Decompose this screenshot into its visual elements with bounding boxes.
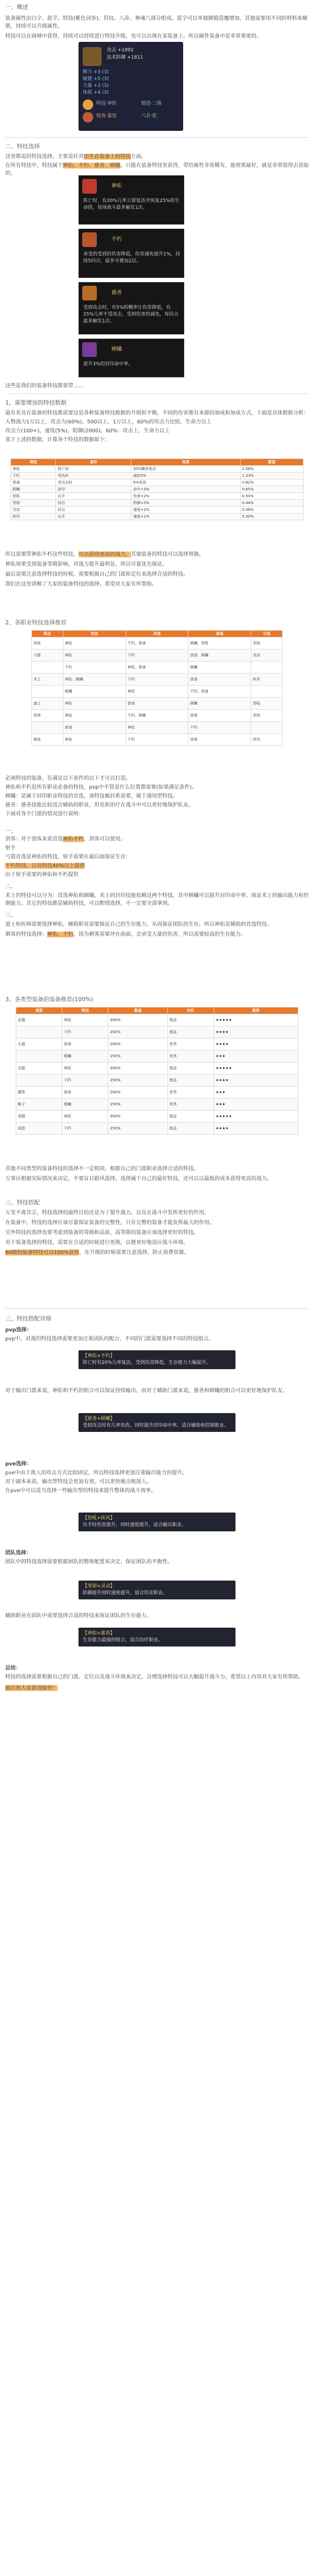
stat-row-physique: 体质 +4 (3) — [83, 90, 109, 95]
table-cell: 150% — [108, 1099, 167, 1111]
table-cell: ★★★ — [214, 1050, 298, 1062]
table-row — [11, 486, 304, 493]
table-row — [16, 1026, 298, 1038]
section6-para-3: 弓箭首选是神佑的特技，射手需要在最后面保证生存： — [5, 854, 131, 860]
table-cell: 神佑 — [126, 722, 188, 734]
table-cell: 神佑 — [62, 1062, 108, 1074]
table-cell: 速度+2% — [131, 507, 240, 513]
table-cell — [16, 1074, 62, 1087]
table-cell: 不朽 — [126, 734, 188, 746]
table-cell: ★★★★ — [214, 1038, 298, 1050]
table-cell: ★★★★★ — [214, 1062, 298, 1074]
table-cell — [251, 662, 283, 674]
table-cell: 回合 — [56, 507, 131, 513]
section3-heading: 1、需要增加的特技数据 — [5, 399, 66, 406]
section6-para-10: 刺客的特技选择：神佑，不朽，因为刺客需要冲在前面，会承受大量的伤害，所以需要较高的生存能力。 — [5, 932, 246, 937]
skill-name: 神佑 — [111, 183, 122, 189]
section9-heading: 三、特技搭配详细 — [5, 1315, 51, 1322]
table-cell: 极品 — [167, 1014, 214, 1026]
section3-para-3: 攻击力(100+)，速度(5%)，防御(2000)，60%：攻击上，生命力以上 — [5, 428, 170, 434]
section4-para-2: 神佑效果受到装备等级影响，对战力提升最明显，所以尽量优先保证。 — [5, 562, 167, 567]
table-cell: 250% — [108, 1026, 167, 1038]
table-cell: 1.33% — [240, 473, 303, 479]
quote-title: 【慈善+顾曦】 — [83, 1416, 115, 1421]
table-cell: 衣服 — [16, 1062, 62, 1074]
table-cell: 0.82% — [240, 479, 303, 486]
section2-footer-note: 这些是我们的装备特技都要带…… — [5, 383, 84, 389]
table-row — [16, 1062, 298, 1074]
table-cell: 坚韧 — [251, 710, 283, 722]
table-cell: 弓箭 — [32, 649, 63, 662]
table-cell: ★★★★★ — [214, 1111, 298, 1123]
quote-text: 防御提升同时速度提升，适合坦克职业。 — [83, 1591, 168, 1596]
skill-desc: 承受的受到的伤害降低，伤害减免提升1%，持续5回合，最多可叠加2层。 — [83, 252, 181, 264]
table-cell: 不朽 — [126, 674, 188, 686]
quote-title: 【神佑+慈善】 — [83, 1631, 115, 1636]
class-notes-section — [0, 775, 314, 818]
pve-text-2: 对于副本来说，输出型特技会更加有效，可以更快地击败敌人。 — [5, 1479, 152, 1485]
table-cell: 极品 — [167, 1062, 214, 1074]
table-cell — [251, 722, 283, 734]
table-cell: 不朽 — [188, 722, 251, 734]
table-cell: 慈善 — [63, 722, 126, 734]
table-cell: 戒指 — [16, 1123, 62, 1135]
table-cell: 不朽 — [63, 662, 126, 674]
table-cell: 鞋子 — [16, 1099, 62, 1111]
table-cell: 阵亡时 — [56, 466, 131, 473]
table-cell: 0.65% — [240, 486, 303, 493]
quote-title: 【神佑+不朽】 — [83, 1353, 115, 1359]
table-cell: ★★★★ — [214, 1026, 298, 1038]
section-divider — [5, 137, 309, 138]
table-cell: 优秀 — [167, 1099, 214, 1111]
table-cell: 不朽 — [62, 1026, 108, 1038]
quote-title: 【怒吼+疾风】 — [83, 1516, 115, 1521]
section6-para-2: 射手 — [5, 845, 16, 851]
skill-card-shenyou — [78, 175, 184, 225]
table-header: 推荐 — [214, 1007, 298, 1014]
class-detail-section — [0, 827, 314, 938]
table-cell: 神佑 — [63, 710, 126, 722]
table-header: 特技 — [62, 1007, 108, 1014]
section5-para-1: 必须特技的装备，有满足以下条件的以下才可以打造。 — [5, 776, 131, 781]
section5-para-2: 神佑和不朽是所有职业必备的特技，pvp中不管是什么位置都需要(如果满足条件)。 — [5, 785, 197, 790]
table-row — [32, 734, 283, 746]
table-header: 首选 — [63, 631, 126, 637]
section2-para-1: 这里都说的特技选择，主要是针对出生在装备上的特技方面。 — [5, 154, 147, 160]
section2-heading: 二、特技选择 — [5, 143, 40, 150]
table-cell — [32, 662, 63, 674]
trait-summary-section — [0, 551, 314, 588]
stat-row-attack: 攻击 +1892 — [107, 48, 134, 53]
table-cell: 慈善 — [11, 479, 56, 486]
table-cell: 300% — [108, 1062, 167, 1074]
table-cell — [251, 686, 283, 698]
table-row — [32, 722, 283, 734]
section5-para-3: 顾曦：是属于封印职业特技的首选，该特技被封系需要，属于通用型特技。 — [5, 793, 178, 799]
table-cell: 医师 — [32, 710, 63, 722]
table-row — [32, 686, 283, 698]
table-header: 职业 — [32, 631, 63, 637]
section8-para-5: 60级的装备特技可以100%获得，在升级的时候需要注意选择，防止浪费资源。 — [5, 1250, 189, 1256]
table-cell: 不朽、慈善 — [126, 637, 188, 649]
table-row — [32, 637, 283, 649]
table-header: 备选 — [188, 631, 251, 637]
skill-label-3: 锻造·二级 — [141, 101, 162, 106]
skill-label-2: 特效·暴怒 — [96, 114, 117, 119]
table-cell: 剑客 — [32, 637, 63, 649]
table-cell: 命中+3% — [131, 486, 240, 493]
table-cell: 受攻击时 — [56, 479, 131, 486]
pve-section — [0, 1460, 314, 1495]
section8-para-4: 对于装备选择的特技，需要在合适的时候进行更换，以便更好地适应战斗环境。 — [5, 1240, 188, 1246]
table-cell: 250% — [108, 1074, 167, 1087]
stat-row-strength: 力量 +3 (3) — [83, 83, 109, 88]
table-cell: 神佑 — [63, 637, 126, 649]
table-cell: 防御+3% — [131, 500, 240, 507]
section6-para-9: 道士和医师需要选择神佑，辅助职业需要保证自己的生存能力，从而保证团队的生存，所以神佑是辅助的首选特技。 — [5, 922, 272, 927]
table-cell: 0.38% — [240, 507, 303, 513]
table-cell: 封印 — [56, 486, 131, 493]
stat-row-mdef: 法术防御 +1811 — [107, 55, 143, 60]
section8-heading: 三、特技搭配 — [5, 1199, 40, 1206]
table-cell: 怒吼 — [11, 493, 56, 500]
table-cell: 慈善 — [188, 734, 251, 746]
table-row — [16, 1050, 298, 1062]
section4-para-4: 我们在这里讲解了大家的装备特技的选择，希望对大家有所帮助。 — [5, 581, 157, 587]
table-cell: 腰带 — [16, 1087, 62, 1099]
table-cell: 顾曦 — [63, 686, 126, 698]
table-cell: 顾曦 — [188, 662, 251, 674]
table-cell: 灵动 — [11, 507, 56, 513]
table-row — [16, 1099, 298, 1111]
table-row — [11, 513, 304, 520]
summary-heading: 总结： — [5, 1665, 21, 1671]
table-row — [16, 1111, 298, 1123]
table-cell: 术士 — [32, 674, 63, 686]
section2-para-2: 在所有特技中，特技属于神佑、不朽、慈善、顾曦。只能在装备特技里获得，带给属性非常稀有，能效果最好，就是非常值得去获取的。 — [5, 163, 309, 176]
section7-para-1: 其他不同类型的装备特技的选择不一定相同，根据自己的门派职业选择合适的特技。 — [5, 1166, 199, 1172]
intro-heading: 一、概述 — [5, 4, 28, 10]
table-cell: 伤害+2% — [131, 493, 240, 500]
skill-label-4: 八卦·乾 — [141, 114, 157, 119]
stat-row-spirit: 精力 +3 (3) — [83, 70, 109, 75]
table-header: 可选 — [251, 631, 283, 637]
skill-card-guxi — [78, 339, 184, 377]
pvp-text: pvp中，对战的特技选择需要更加注重团队的配合，不同的门派需要选择不同的特技组合。 — [5, 1336, 214, 1342]
pve-text: pve中由于敌人的攻击方式比较固定，所以特技选择更加注重输出能力的提升。 — [5, 1470, 188, 1476]
section6-para-1: 剑客：对于剑客来说首选神佑不朽，剑客可以使用。 — [5, 836, 126, 842]
table-cell: 2.08% — [240, 466, 303, 473]
table-cell — [32, 722, 63, 734]
table-cell: 不朽 — [11, 473, 56, 479]
section6-para-7: 术士的特技可以分为：首选神佑和顾曦，术士的封印技能依赖这两个特技，其中顾曦可以提升封印命中率，保证术士的输出能力和控制能力。其它的特技都是辅助特技，可以酌情选择，不一定要全部拿到。 — [5, 893, 309, 906]
section5-para-5: 下面对各个门派的情况进行说明： — [5, 811, 84, 817]
table-cell: ★★★ — [214, 1099, 298, 1111]
table-cell: 不朽、慈善 — [188, 686, 251, 698]
section6-para-6: 二、 — [5, 884, 16, 890]
section3-para-2: 人物战力1万以上，攻击力(60%)，500以上，1万以上，60%的攻击力比较，生命力以上 — [5, 419, 212, 425]
table-header: 特技 — [11, 459, 56, 466]
equipment-stat-card — [78, 42, 183, 131]
table-cell: 顾曦 — [62, 1050, 108, 1062]
trait-combo-section — [0, 1199, 314, 1257]
cishan-icon — [82, 286, 97, 300]
shenyou-icon — [82, 179, 97, 194]
table-cell: 神佑 — [62, 1111, 108, 1123]
table-row — [11, 507, 304, 513]
section4-para-1: 所以需要带神佑不朽这些特技，可以获得更高的战力，其他装备的特技可以选择替换。 — [5, 552, 204, 557]
table-cell: 不朽 — [62, 1123, 108, 1135]
table-cell: 顾曦 — [188, 698, 251, 710]
table-cell: 速度+1% — [131, 513, 240, 520]
table-cell: 武器 — [16, 1014, 62, 1026]
table-cell: 慈善 — [188, 674, 251, 686]
table-cell: 灵动 — [251, 649, 283, 662]
table-cell: 300% — [108, 1111, 167, 1123]
table-cell — [16, 1050, 62, 1062]
table-header: 数值 — [108, 1007, 167, 1014]
skill-card-buxiu — [78, 229, 184, 278]
table-cell: 0.30% — [240, 513, 303, 520]
table-cell: 优秀 — [167, 1038, 214, 1050]
quote-text: 阵亡时有20%几率复活，受到伤害降低，生存能力大幅提升。 — [83, 1360, 211, 1365]
table-cell: 神佑、慈善 — [126, 662, 188, 674]
guxi-icon — [82, 342, 97, 357]
table-cell: 慈善 — [62, 1038, 108, 1050]
pvp-text-2: 对于输出门派来说，神佑和不朽的组合可以保证持续输出，而对于辅助门派来说，慈善和顾曦的组合可以更好地保护队友。 — [5, 1388, 288, 1394]
combo-quote-1 — [78, 1350, 236, 1369]
table-cell: 神佑 — [11, 466, 56, 473]
equipment-icon — [83, 47, 102, 66]
section7-para-2: 万事应根据实际情况来决定，不要盲目跟风选择，选择属于自己的最好特技，还可以以最低的成本获得更高的战力。 — [5, 1176, 272, 1182]
table-cell: 极品 — [167, 1074, 214, 1087]
table-cell: 回合 — [56, 500, 131, 507]
table-cell: 疾风 — [11, 513, 56, 520]
table-cell: 坚韧 — [251, 637, 283, 649]
section4-para-3: 最后需要注意选择特技的时候，需要根据自己的门派和定位来选择合适的特技。 — [5, 572, 188, 577]
table-cell: 不朽 — [126, 649, 188, 662]
skill-name: 不朽 — [111, 237, 122, 242]
intro-section — [0, 3, 314, 40]
skill-desc: 提升3%的封印命中率。 — [83, 362, 133, 367]
buxiu-icon — [82, 232, 97, 247]
table-header: 次选 — [126, 631, 188, 637]
table-row — [11, 493, 304, 500]
table-cell: 优秀 — [167, 1087, 214, 1099]
table-row — [11, 500, 304, 507]
team-section — [0, 1549, 314, 1566]
table-cell: 头盔 — [16, 1038, 62, 1050]
table-cell: 300% — [108, 1014, 167, 1026]
table-header: 效果 — [131, 459, 240, 466]
table-cell: ★★★★★ — [214, 1014, 298, 1026]
skill-desc: 受到攻击时，有5%的概率让伤害降低，有25%几率不受攻击，受到伤害的减免，每回合最多触发1次。 — [83, 305, 179, 324]
summary-text: 特技的选择需要根据自己的门派、定位以及战斗环境来决定，合理选择特技可以大幅提升战斗力。希望以上内容对大家有所帮助。 — [5, 1674, 304, 1680]
table-cell: 不朽 — [62, 1074, 108, 1087]
table-cell: 疾风 — [251, 674, 283, 686]
table-row — [11, 466, 304, 473]
table-cell: 神佑 — [63, 698, 126, 710]
table-cell: 慈善 — [126, 698, 188, 710]
quote-text: 受到攻击时有几率免伤，同时提升封印命中率，适合辅助和控制职业。 — [83, 1423, 229, 1428]
table-row — [32, 674, 283, 686]
final-note: 最后祝大家游戏愉快！ — [5, 1685, 58, 1691]
table-cell: 神佑 — [63, 734, 126, 746]
quote-text: 出手时伤害提升，同时速度提升，适合输出职业。 — [83, 1522, 187, 1528]
table-cell: 减伤5% — [131, 473, 240, 479]
table-cell: 0.50% — [240, 493, 303, 500]
table-cell: 项链 — [16, 1111, 62, 1123]
table-header: 数值 — [240, 459, 303, 466]
team-heading: 团队选择： — [5, 1550, 31, 1556]
section6-para-8: 三、 — [5, 913, 16, 919]
section8-para-3: 另外特技的选择也要考虑到装备的等级和品质，高等级的装备应该选择更好的特技。 — [5, 1230, 199, 1236]
table-cell: 怒吼 — [251, 698, 283, 710]
equipment-type-table — [16, 1007, 298, 1135]
table-cell: 极品 — [167, 1026, 214, 1038]
table-cell: 道士 — [32, 698, 63, 710]
table-cell: 受伤时 — [56, 473, 131, 479]
table-cell: ★★★ — [214, 1087, 298, 1099]
class-recommend-table — [31, 630, 283, 746]
table-row — [16, 1087, 298, 1099]
table-row — [32, 649, 283, 662]
team-text-2: 辅助职业在团队中需要选择合适的特技来保证团队的生存能力。 — [5, 1613, 152, 1619]
summary-section — [0, 1664, 314, 1692]
table-cell: ★★★★ — [214, 1074, 298, 1087]
combo-quote-5 — [78, 1628, 236, 1647]
table-cell — [32, 686, 63, 698]
table-cell: 150% — [108, 1050, 167, 1062]
pve-text-3: 在pve中可以适当选择一些输出型的特技来提升整体的战斗效率。 — [5, 1488, 156, 1494]
trait-combo-detail-section — [0, 1315, 314, 1343]
table-header: 条件 — [56, 459, 131, 466]
table-cell: 0.44% — [240, 500, 303, 507]
skill-card-cishan — [78, 282, 184, 334]
team-text: 团队中的特技选择需要根据团队的整体配置来决定，保证团队的平衡性。 — [5, 1559, 173, 1565]
table-cell: 慈善、顾曦 — [188, 649, 251, 662]
intro-para-2: 特技可以在商城中获得，持续可以持续进行特技升级，也可以出现在某装备上。所以属性装备中是非常重要的。 — [5, 33, 262, 39]
table-cell: 神佑 — [62, 1014, 108, 1026]
table-cell: 不朽、顾曦 — [126, 710, 188, 722]
section8-para-1: 万变不离其宗，特技选择的最终目的还是为了提升战力，以及在战斗中发挥更好的作用。 — [5, 1210, 209, 1216]
table-cell: ★★★★ — [214, 1123, 298, 1135]
section5-para-4: 慈善：慈善技能比较适合辅助的职业，坦克和治疗在战斗中可以更好地保护队友。 — [5, 802, 194, 808]
section3-para-1: 最有名及在装备的特技都需要这是各种装备特技数据的升级和平衡，不同的伤害都有来源的加成和加成方式，下面是具体数据分析： — [5, 410, 309, 416]
table-cell: 200% — [108, 1038, 167, 1050]
trait-value-table — [10, 458, 304, 520]
table-cell — [16, 1026, 62, 1038]
table-row — [16, 1038, 298, 1050]
section7-heading: 3、各类型装备的装备推荐(100%) — [5, 996, 94, 1003]
pve-heading: pve选择： — [5, 1461, 32, 1467]
skill-name: 顾曦 — [111, 346, 122, 352]
table-row — [32, 662, 283, 674]
table-cell: 5%免伤 — [131, 479, 240, 486]
table-row — [16, 1074, 298, 1087]
quote-title: 【坚韧+灵动】 — [83, 1584, 115, 1589]
table-cell: 出手 — [56, 513, 131, 520]
table-cell: 坚韧 — [11, 500, 56, 507]
trait-selection-section — [0, 142, 314, 177]
table-cell: 极品 — [167, 1111, 214, 1123]
combo-quote-3 — [78, 1513, 236, 1531]
table-cell: 神佑、顾曦 — [63, 674, 126, 686]
section8-para-2: 在装备中，特技的选择应该尽量保证装备的完整性，只有完整的装备才能发挥最大的作用。 — [5, 1220, 215, 1226]
combo-quote-2 — [78, 1413, 236, 1432]
table-cell: 疾风 — [251, 734, 283, 746]
trait-badge-icon — [83, 99, 93, 110]
section6-para-5: 由于射手需要的神佑和不朽提供 — [5, 872, 78, 878]
pvp-heading: pvp选择： — [5, 1327, 32, 1333]
section3-para-4: 基于上述的数据，计算各个特技的数据如下： — [5, 437, 110, 443]
table-cell: 极品 — [167, 1123, 214, 1135]
section5-heading: 2、各职业特技选择推荐 — [5, 619, 66, 626]
table-row — [11, 473, 304, 479]
intro-para-1: 装备属性由白字、蓝字、特技(紫色词条)、符纹、八卦、神魂八部分组成，蓝字可以单独额锻造覆增加，其他需要用不同的材料来解锁，持续可以升级属性。 — [5, 16, 308, 29]
table-header: 评价 — [167, 1007, 214, 1014]
table-cell: 神佑 — [63, 649, 126, 662]
equipment-type-notes — [0, 1165, 314, 1183]
quote-text: 生存能力最强的组合，适合治疗职业。 — [83, 1638, 163, 1643]
table-row — [11, 479, 304, 486]
table-cell: 顾曦、怒吼 — [188, 637, 251, 649]
section6-heading: 一、 — [5, 827, 17, 834]
table-cell: 神佑 — [126, 686, 188, 698]
section-divider — [5, 1308, 309, 1309]
combo-quote-4 — [78, 1581, 236, 1599]
table-row — [32, 698, 283, 710]
table-cell: 优秀 — [167, 1050, 214, 1062]
table-cell: 250% — [108, 1123, 167, 1135]
skill-name: 慈善 — [111, 290, 122, 296]
table-cell: 顾曦 — [11, 486, 56, 493]
table-row — [16, 1014, 298, 1026]
table-cell: 慈善 — [188, 710, 251, 722]
table-cell: 200% — [108, 1087, 167, 1099]
stat-row-agility: 敏捷 +5 (3) — [83, 76, 109, 82]
skill-label-1: 特技·神佑 — [96, 101, 117, 106]
skill-desc: 阵亡时，有20%几率立即复活并恢复25%的生命值，每场战斗最多触发1次。 — [83, 198, 180, 210]
table-cell: 出手 — [56, 493, 131, 500]
section6-para-4: 不朽特技，以及特技40%以上提供 — [5, 863, 85, 869]
table-row — [32, 710, 283, 722]
table-cell: 慈善 — [62, 1087, 108, 1099]
table-header: 类型 — [16, 1007, 62, 1014]
table-cell: 刺客 — [32, 734, 63, 746]
table-cell: 20%概率复活 — [131, 466, 240, 473]
table-cell: 顾曦 — [62, 1099, 108, 1111]
table-row — [16, 1123, 298, 1135]
trait-data-section — [0, 399, 314, 444]
effect-badge-icon — [83, 112, 93, 122]
